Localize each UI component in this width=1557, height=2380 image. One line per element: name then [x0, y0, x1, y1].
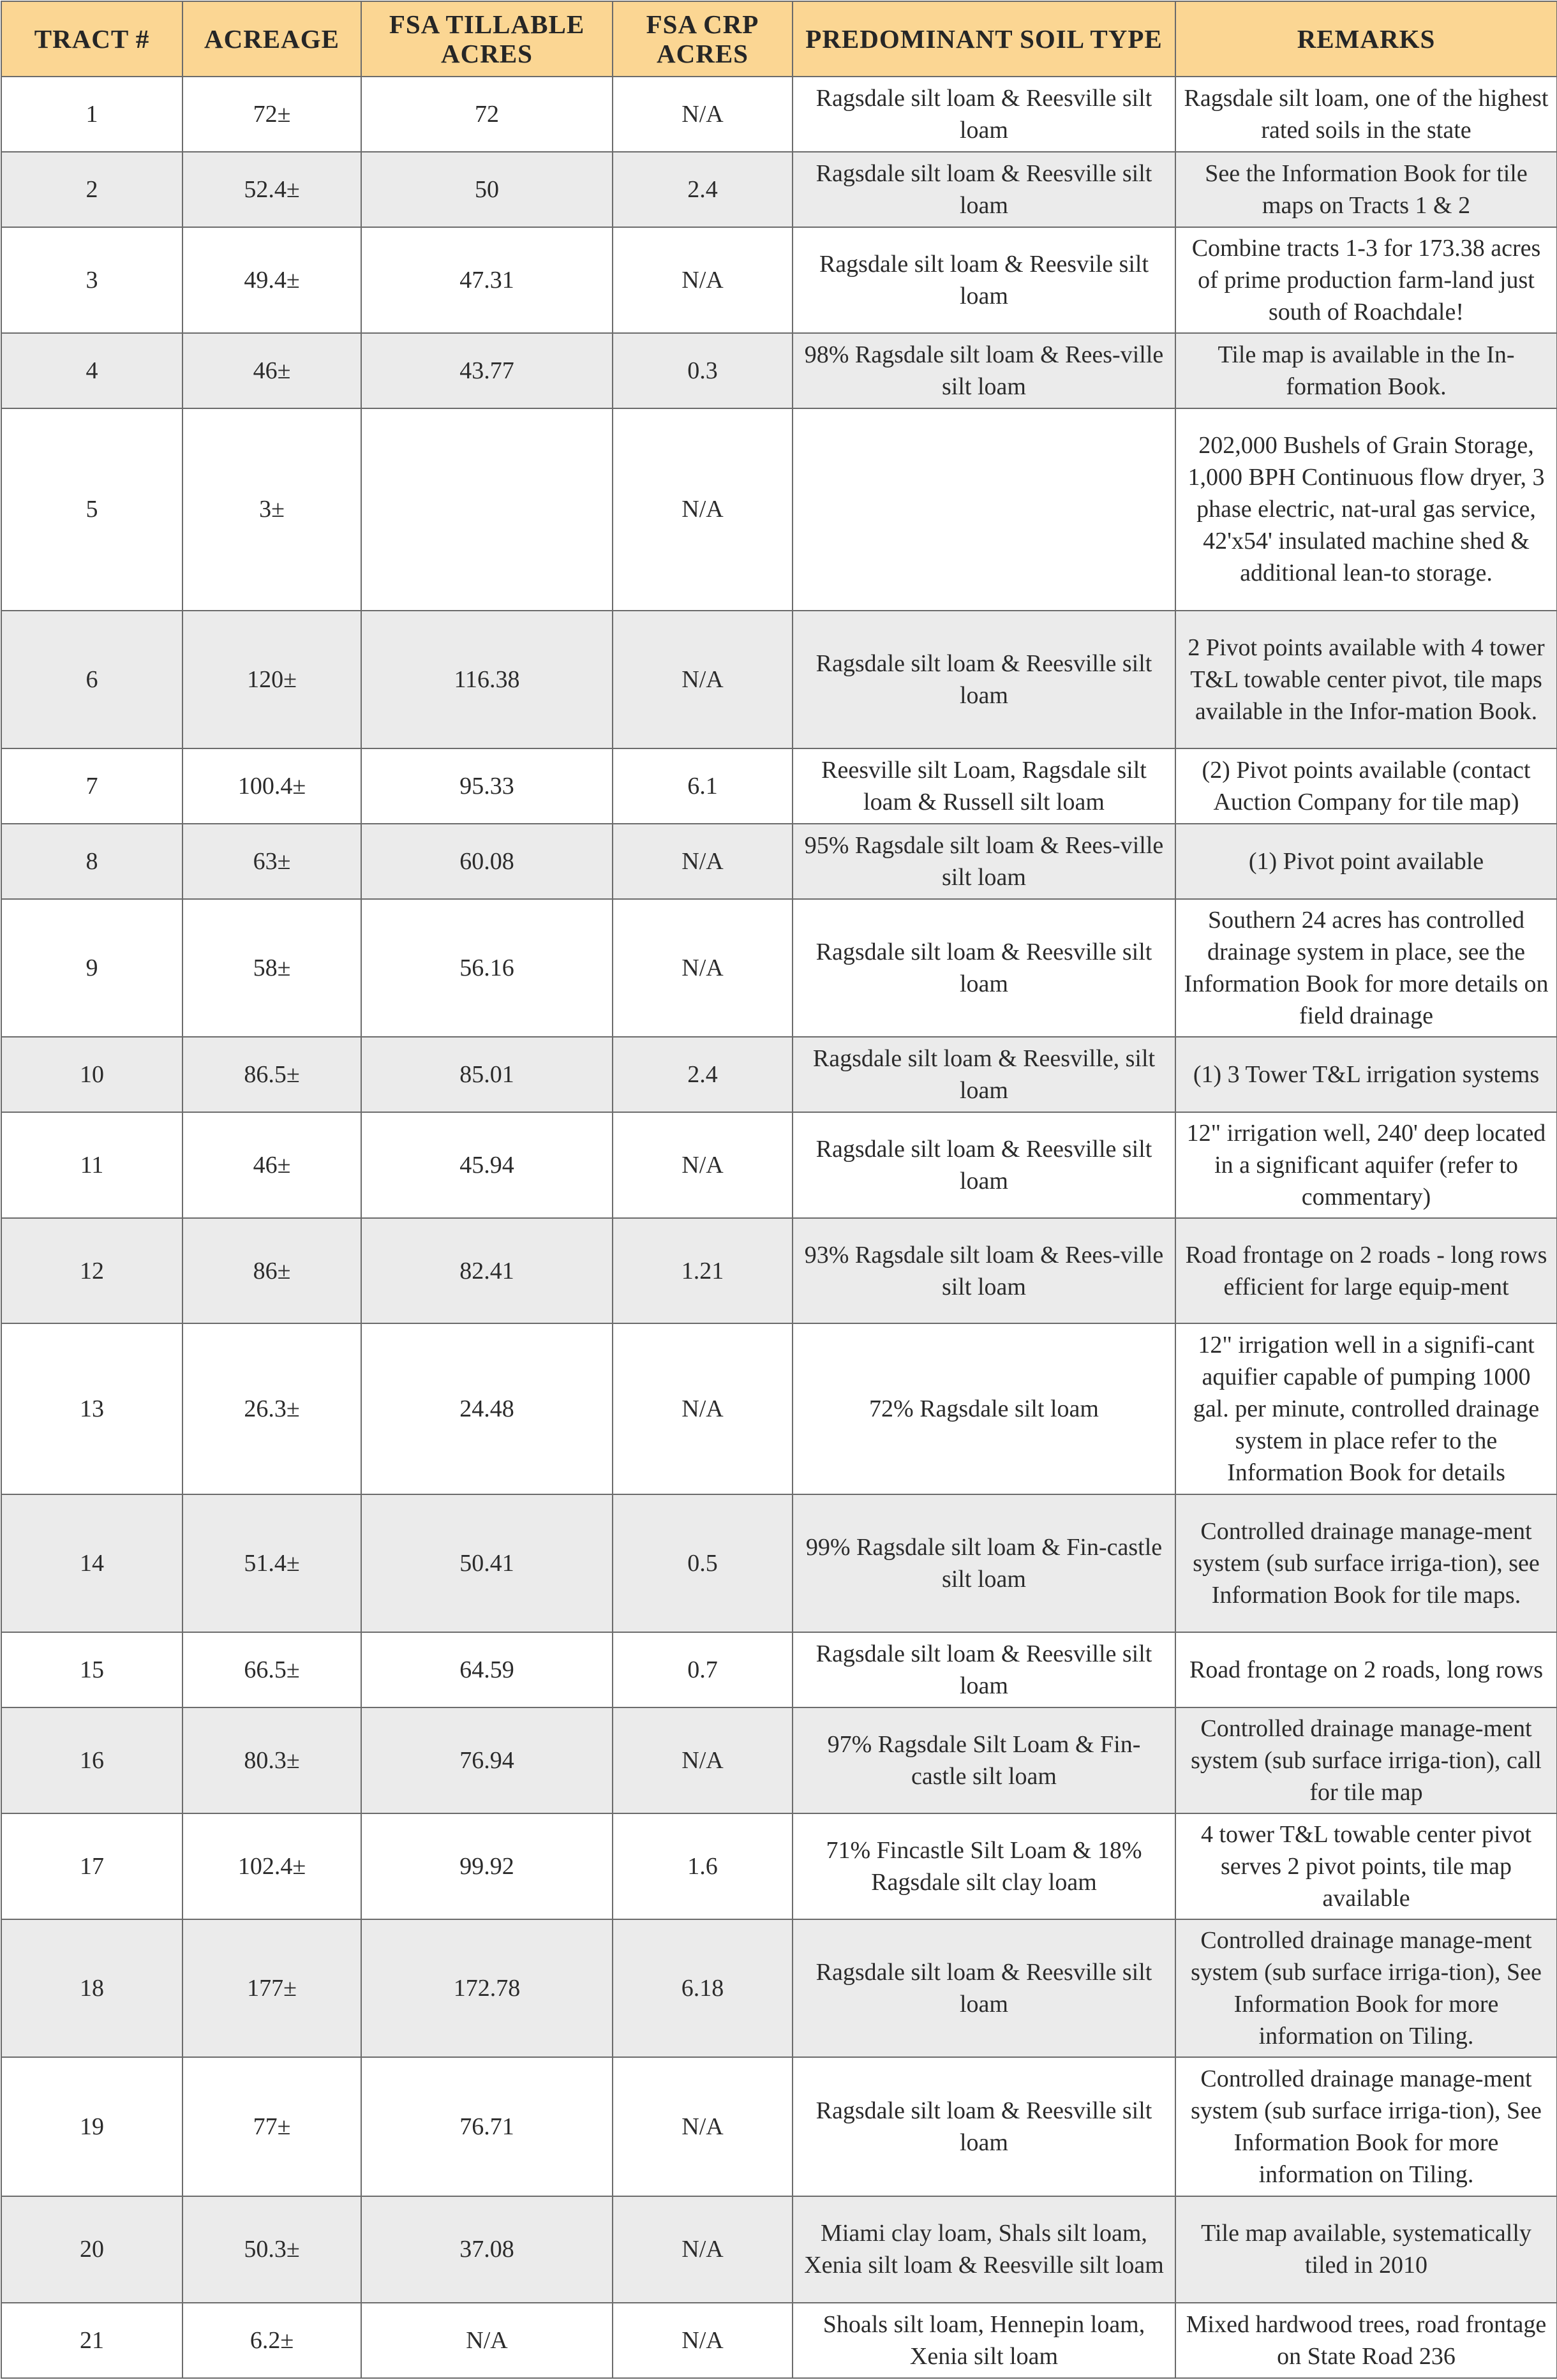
- cell-soil-type: Ragsdale silt loam & Reesville, silt loam: [793, 1037, 1175, 1112]
- cell-tract: 21: [1, 2303, 183, 2378]
- cell-acreage: 51.4±: [183, 1494, 361, 1632]
- table-row: [1, 1037, 1557, 1112]
- table-row: [1, 611, 1557, 748]
- cell-fsa-tillable-acres: 47.31: [361, 227, 613, 333]
- cell-acreage: 86±: [183, 1218, 361, 1324]
- cell-acreage: 26.3±: [183, 1323, 361, 1494]
- cell-soil-type: [793, 408, 1175, 611]
- cell-fsa-crp-acres: N/A: [613, 824, 793, 899]
- cell-fsa-tillable-acres: 56.16: [361, 899, 613, 1037]
- cell-fsa-crp-acres: N/A: [613, 2057, 793, 2196]
- cell-tract: 12: [1, 1218, 183, 1324]
- cell-fsa-crp-acres: 2.4: [613, 1037, 793, 1112]
- cell-remarks: 12" irrigation well, 240' deep located in a significant aquifer (refer to commentary): [1175, 1112, 1557, 1218]
- cell-fsa-crp-acres: 0.7: [613, 1632, 793, 1707]
- cell-fsa-tillable-acres: 50.41: [361, 1494, 613, 1632]
- cell-remarks: (1) 3 Tower T&L irrigation systems: [1175, 1037, 1557, 1112]
- cell-fsa-crp-acres: N/A: [613, 1112, 793, 1218]
- table-row: [1, 1494, 1557, 1632]
- cell-remarks: Combine tracts 1-3 for 173.38 acres of prime production farm-land just south of Roachdale!: [1175, 227, 1557, 333]
- cell-soil-type: 72% Ragsdale silt loam: [793, 1323, 1175, 1494]
- cell-fsa-tillable-acres: 99.92: [361, 1813, 613, 1920]
- cell-tract: 10: [1, 1037, 183, 1112]
- cell-remarks: 202,000 Bushels of Grain Storage, 1,000 BPH Continuous flow dryer, 3 phase electric, nat-ural gas service, 42'x54' insulated machine shed & additional lean-to storage.: [1175, 408, 1557, 611]
- cell-tract: 19: [1, 2057, 183, 2196]
- cell-fsa-tillable-acres: 82.41: [361, 1218, 613, 1324]
- cell-tract: 11: [1, 1112, 183, 1218]
- cell-fsa-tillable-acres: 45.94: [361, 1112, 613, 1218]
- cell-acreage: 177±: [183, 1919, 361, 2057]
- cell-fsa-crp-acres: 2.4: [613, 152, 793, 227]
- cell-remarks: See the Information Book for tile maps on Tracts 1 & 2: [1175, 152, 1557, 227]
- cell-remarks: Controlled drainage manage-ment system (sub surface irriga-tion), see Information Book for tile maps.: [1175, 1494, 1557, 1632]
- cell-acreage: 102.4±: [183, 1813, 361, 1920]
- cell-soil-type: 95% Ragsdale silt loam & Rees-ville silt loam: [793, 824, 1175, 899]
- cell-fsa-crp-acres: 6.1: [613, 748, 793, 824]
- cell-tract: 14: [1, 1494, 183, 1632]
- cell-fsa-crp-acres: N/A: [613, 611, 793, 748]
- cell-fsa-tillable-acres: 76.71: [361, 2057, 613, 2196]
- header-remarks: REMARKS: [1175, 1, 1557, 77]
- cell-tract: 3: [1, 227, 183, 333]
- cell-acreage: 120±: [183, 611, 361, 748]
- cell-tract: 4: [1, 333, 183, 408]
- cell-remarks: 2 Pivot points available with 4 tower T&L towable center pivot, tile maps available in the Infor-mation Book.: [1175, 611, 1557, 748]
- cell-acreage: 58±: [183, 899, 361, 1037]
- cell-remarks: 4 tower T&L towable center pivot serves 2 pivot points, tile map available: [1175, 1813, 1557, 1920]
- cell-remarks: Ragsdale silt loam, one of the highest rated soils in the state: [1175, 77, 1557, 152]
- cell-soil-type: 99% Ragsdale silt loam & Fin-castle silt loam: [793, 1494, 1175, 1632]
- cell-fsa-tillable-acres: 64.59: [361, 1632, 613, 1707]
- cell-acreage: 6.2±: [183, 2303, 361, 2378]
- cell-fsa-crp-acres: 1.6: [613, 1813, 793, 1920]
- cell-acreage: 72±: [183, 77, 361, 152]
- cell-remarks: Road frontage on 2 roads, long rows: [1175, 1632, 1557, 1707]
- cell-soil-type: Miami clay loam, Shals silt loam, Xenia silt loam & Reesville silt loam: [793, 2196, 1175, 2303]
- cell-fsa-crp-acres: N/A: [613, 2196, 793, 2303]
- cell-soil-type: Ragsdale silt loam & Reesvile silt loam: [793, 227, 1175, 333]
- cell-acreage: 80.3±: [183, 1707, 361, 1813]
- cell-soil-type: 93% Ragsdale silt loam & Rees-ville silt loam: [793, 1218, 1175, 1324]
- table-row: [1, 77, 1557, 152]
- cell-fsa-tillable-acres: 85.01: [361, 1037, 613, 1112]
- cell-fsa-tillable-acres: 60.08: [361, 824, 613, 899]
- cell-fsa-tillable-acres: 95.33: [361, 748, 613, 824]
- header-fsa-crp-acres: FSA CRP ACRES: [613, 1, 793, 77]
- cell-acreage: 3±: [183, 408, 361, 611]
- table-row: [1, 152, 1557, 227]
- cell-acreage: 86.5±: [183, 1037, 361, 1112]
- cell-soil-type: Ragsdale silt loam & Reesville silt loam: [793, 77, 1175, 152]
- cell-fsa-tillable-acres: 72: [361, 77, 613, 152]
- cell-soil-type: Ragsdale silt loam & Reesville silt loam: [793, 899, 1175, 1037]
- table-row: [1, 333, 1557, 408]
- table-row: [1, 1323, 1557, 1494]
- header-fsa-tillable-acres: FSA TILLABLE ACRES: [361, 1, 613, 77]
- cell-fsa-tillable-acres: 76.94: [361, 1707, 613, 1813]
- table-row: [1, 1813, 1557, 1920]
- cell-tract: 18: [1, 1919, 183, 2057]
- header-predominant-soil-type: PREDOMINANT SOIL TYPE: [793, 1, 1175, 77]
- cell-fsa-tillable-acres: 50: [361, 152, 613, 227]
- cell-acreage: 49.4±: [183, 227, 361, 333]
- cell-remarks: 12" irrigation well in a signifi-cant aquifier capable of pumping 1000 gal. per minute, controlled drainage system in place refer to the Information Book for details: [1175, 1323, 1557, 1494]
- cell-tract: 20: [1, 2196, 183, 2303]
- cell-fsa-crp-acres: 1.21: [613, 1218, 793, 1324]
- cell-fsa-tillable-acres: 37.08: [361, 2196, 613, 2303]
- cell-soil-type: Ragsdale silt loam & Reesville silt loam: [793, 152, 1175, 227]
- cell-acreage: 77±: [183, 2057, 361, 2196]
- cell-fsa-crp-acres: N/A: [613, 227, 793, 333]
- cell-remarks: Controlled drainage manage-ment system (sub surface irriga-tion), See Information Book for more information on Tiling.: [1175, 2057, 1557, 2196]
- cell-acreage: 52.4±: [183, 152, 361, 227]
- cell-remarks: Southern 24 acres has controlled drainage system in place, see the Information Book for more details on field drainage: [1175, 899, 1557, 1037]
- cell-tract: 7: [1, 748, 183, 824]
- cell-fsa-tillable-acres: 43.77: [361, 333, 613, 408]
- cell-fsa-tillable-acres: 116.38: [361, 611, 613, 748]
- table-row: [1, 227, 1557, 333]
- header-row: [1, 1, 1557, 77]
- cell-tract: 15: [1, 1632, 183, 1707]
- cell-tract: 2: [1, 152, 183, 227]
- cell-soil-type: 71% Fincastle Silt Loam & 18% Ragsdale silt clay loam: [793, 1813, 1175, 1920]
- cell-soil-type: Ragsdale silt loam & Reesville silt loam: [793, 1919, 1175, 2057]
- cell-acreage: 66.5±: [183, 1632, 361, 1707]
- cell-soil-type: Shoals silt loam, Hennepin loam, Xenia silt loam: [793, 2303, 1175, 2378]
- cell-fsa-crp-acres: N/A: [613, 899, 793, 1037]
- cell-acreage: 46±: [183, 333, 361, 408]
- cell-remarks: Road frontage on 2 roads - long rows efficient for large equip-ment: [1175, 1218, 1557, 1324]
- cell-remarks: Tile map available, systematically tiled in 2010: [1175, 2196, 1557, 2303]
- cell-tract: 9: [1, 899, 183, 1037]
- cell-remarks: (1) Pivot point available: [1175, 824, 1557, 899]
- cell-fsa-tillable-acres: 172.78: [361, 1919, 613, 2057]
- cell-soil-type: Ragsdale silt loam & Reesville silt loam: [793, 1632, 1175, 1707]
- cell-fsa-crp-acres: 0.5: [613, 1494, 793, 1632]
- table-row: [1, 408, 1557, 611]
- cell-fsa-crp-acres: N/A: [613, 1707, 793, 1813]
- cell-fsa-crp-acres: N/A: [613, 1323, 793, 1494]
- table-row: [1, 1632, 1557, 1707]
- cell-remarks: Controlled drainage manage-ment system (sub surface irriga-tion), call for tile map: [1175, 1707, 1557, 1813]
- cell-tract: 6: [1, 611, 183, 748]
- table-row: [1, 1919, 1557, 2057]
- cell-remarks: Tile map is available in the In-formation Book.: [1175, 333, 1557, 408]
- table-row: [1, 748, 1557, 824]
- cell-acreage: 46±: [183, 1112, 361, 1218]
- cell-fsa-crp-acres: N/A: [613, 77, 793, 152]
- table-row: [1, 1218, 1557, 1324]
- table-row: [1, 2196, 1557, 2303]
- table-row: [1, 2057, 1557, 2196]
- cell-acreage: 50.3±: [183, 2196, 361, 2303]
- cell-tract: 16: [1, 1707, 183, 1813]
- cell-soil-type: 97% Ragsdale Silt Loam & Fin-castle silt loam: [793, 1707, 1175, 1813]
- cell-remarks: Controlled drainage manage-ment system (sub surface irriga-tion), See Information Book for more information on Tiling.: [1175, 1919, 1557, 2057]
- table-row: [1, 1707, 1557, 1813]
- cell-soil-type: Ragsdale silt loam & Reesville silt loam: [793, 611, 1175, 748]
- cell-soil-type: Ragsdale silt loam & Reesville silt loam: [793, 1112, 1175, 1218]
- header-tract: TRACT #: [1, 1, 183, 77]
- cell-fsa-tillable-acres: N/A: [361, 2303, 613, 2378]
- cell-soil-type: 98% Ragsdale silt loam & Rees-ville silt loam: [793, 333, 1175, 408]
- cell-acreage: 100.4±: [183, 748, 361, 824]
- cell-fsa-crp-acres: N/A: [613, 2303, 793, 2378]
- cell-tract: 1: [1, 77, 183, 152]
- cell-acreage: 63±: [183, 824, 361, 899]
- cell-remarks: (2) Pivot points available (contact Auction Company for tile map): [1175, 748, 1557, 824]
- cell-soil-type: Ragsdale silt loam & Reesville silt loam: [793, 2057, 1175, 2196]
- table-row: [1, 899, 1557, 1037]
- header-acreage: ACREAGE: [183, 1, 361, 77]
- table-row: [1, 824, 1557, 899]
- cell-fsa-crp-acres: N/A: [613, 408, 793, 611]
- cell-remarks: Mixed hardwood trees, road frontage on State Road 236: [1175, 2303, 1557, 2378]
- table-row: [1, 2303, 1557, 2378]
- table-row: [1, 1112, 1557, 1218]
- cell-fsa-crp-acres: 0.3: [613, 333, 793, 408]
- cell-fsa-tillable-acres: 24.48: [361, 1323, 613, 1494]
- cell-tract: 17: [1, 1813, 183, 1920]
- cell-tract: 8: [1, 824, 183, 899]
- cell-tract: 5: [1, 408, 183, 611]
- tract-table: [1, 1, 1557, 2379]
- cell-fsa-tillable-acres: [361, 408, 613, 611]
- cell-fsa-crp-acres: 6.18: [613, 1919, 793, 2057]
- cell-tract: 13: [1, 1323, 183, 1494]
- cell-soil-type: Reesville silt Loam, Ragsdale silt loam & Russell silt loam: [793, 748, 1175, 824]
